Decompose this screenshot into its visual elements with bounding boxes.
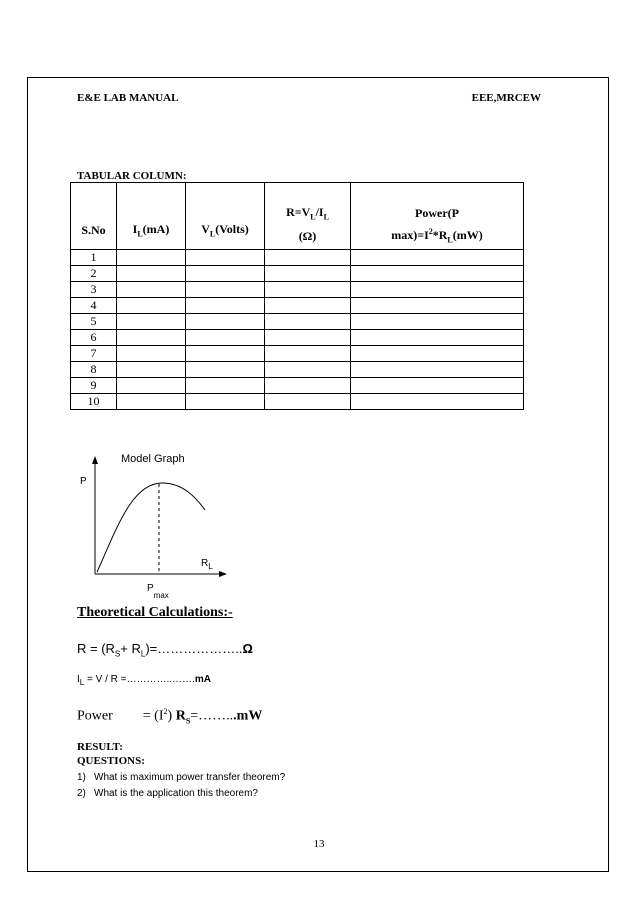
table-cell <box>351 282 524 298</box>
table-cell <box>265 378 351 394</box>
table-cell <box>351 298 524 314</box>
header-left: E&E LAB MANUAL <box>77 92 179 104</box>
row-number: 4 <box>71 298 117 314</box>
table-row <box>71 330 524 346</box>
table-row <box>71 394 524 410</box>
table-cell <box>351 250 524 266</box>
graph-y-label: P <box>80 476 87 487</box>
row-number: 3 <box>71 282 117 298</box>
row-number: 5 <box>71 314 117 330</box>
table-row <box>71 266 524 282</box>
table-cell <box>117 346 186 362</box>
row-number: 10 <box>71 394 117 410</box>
col-sno: S.No <box>71 183 117 250</box>
svg-text:RL <box>201 558 213 571</box>
table-cell <box>117 282 186 298</box>
data-table <box>70 182 524 410</box>
table-row <box>71 282 524 298</box>
table-row <box>71 362 524 378</box>
table-cell <box>265 250 351 266</box>
table-row <box>71 346 524 362</box>
svg-text:Pmax <box>147 583 169 600</box>
power-curve <box>97 483 205 572</box>
table-cell <box>351 330 524 346</box>
table-cell <box>117 362 186 378</box>
table-cell <box>351 362 524 378</box>
table-cell <box>117 266 186 282</box>
table-cell <box>186 362 265 378</box>
table-cell <box>186 378 265 394</box>
table-cell <box>265 346 351 362</box>
table-cell <box>117 314 186 330</box>
table-cell <box>117 330 186 346</box>
graph-title: Model Graph <box>121 453 185 465</box>
table-cell <box>117 394 186 410</box>
pmax-sub: max <box>153 591 169 600</box>
page-number: 13 <box>313 838 325 850</box>
table-cell <box>117 298 186 314</box>
table-cell <box>117 250 186 266</box>
table-cell <box>351 378 524 394</box>
table-cell <box>186 314 265 330</box>
result-label: RESULT: <box>77 741 123 753</box>
row-number: 7 <box>71 346 117 362</box>
table-cell <box>186 266 265 282</box>
questions-list <box>77 770 285 802</box>
question-text: What is the application this theorem? <box>94 788 258 799</box>
table-cell <box>117 378 186 394</box>
col-current: $I_L(mA)$ <box>117 183 186 250</box>
table-cell <box>186 394 265 410</box>
table-cell <box>265 298 351 314</box>
row-number: 1 <box>71 250 117 266</box>
question-number: 2) <box>77 788 86 799</box>
header-right: EEE,MRCEW <box>471 92 541 104</box>
table-cell <box>265 266 351 282</box>
table-cell <box>265 394 351 410</box>
table-cell <box>265 362 351 378</box>
question-item <box>77 770 285 786</box>
calc-heading: Theoretical Calculations:- <box>77 605 233 620</box>
model-graph <box>77 448 227 603</box>
table-cell <box>186 250 265 266</box>
table-cell <box>265 330 351 346</box>
table-row <box>71 298 524 314</box>
row-number: 8 <box>71 362 117 378</box>
calc-line-power: Power = $(I^2)$ $R_S=\dots\dots...mW$ <box>77 707 263 726</box>
questions-label: QUESTIONS: <box>77 755 145 767</box>
question-number: 1) <box>77 772 86 783</box>
table-row <box>71 378 524 394</box>
y-axis-arrow <box>92 456 98 464</box>
question-text: What is maximum power transfer theorem? <box>94 772 286 783</box>
table-cell <box>351 266 524 282</box>
table-cell <box>186 330 265 346</box>
result-block <box>77 740 145 768</box>
graph-x-label: R <box>201 558 209 569</box>
tabular-title: TABULAR COLUMN: <box>77 170 187 182</box>
col-power: Power(P $\max)=I^2*R_L(mW)$ <box>351 183 524 250</box>
row-number: 2 <box>71 266 117 282</box>
table-row <box>71 250 524 266</box>
table-cell <box>265 314 351 330</box>
calc-line-r: $R = (R_S+$ $R_L)=\dots\dots\dots\dots\dots\dots..\Omega$ <box>77 641 253 659</box>
table-cell <box>186 282 265 298</box>
table-cell <box>265 282 351 298</box>
question-item <box>77 786 285 802</box>
calc-line-il: $I_L = V / R$ =…………..…….mA <box>77 674 211 687</box>
col-voltage: $V_L(Volts)$ <box>186 183 265 250</box>
table-cell <box>351 314 524 330</box>
row-number: 9 <box>71 378 117 394</box>
graph-x-label-sub: L <box>208 562 213 571</box>
table-cell <box>351 394 524 410</box>
table-row <box>71 314 524 330</box>
pmax-label: P <box>147 583 154 594</box>
col-resistance: $R=V_L/I_L$ (Ω) <box>265 183 351 250</box>
x-axis-arrow <box>219 571 227 577</box>
table-cell <box>351 346 524 362</box>
table-cell <box>186 298 265 314</box>
table-cell <box>186 346 265 362</box>
row-number: 6 <box>71 330 117 346</box>
